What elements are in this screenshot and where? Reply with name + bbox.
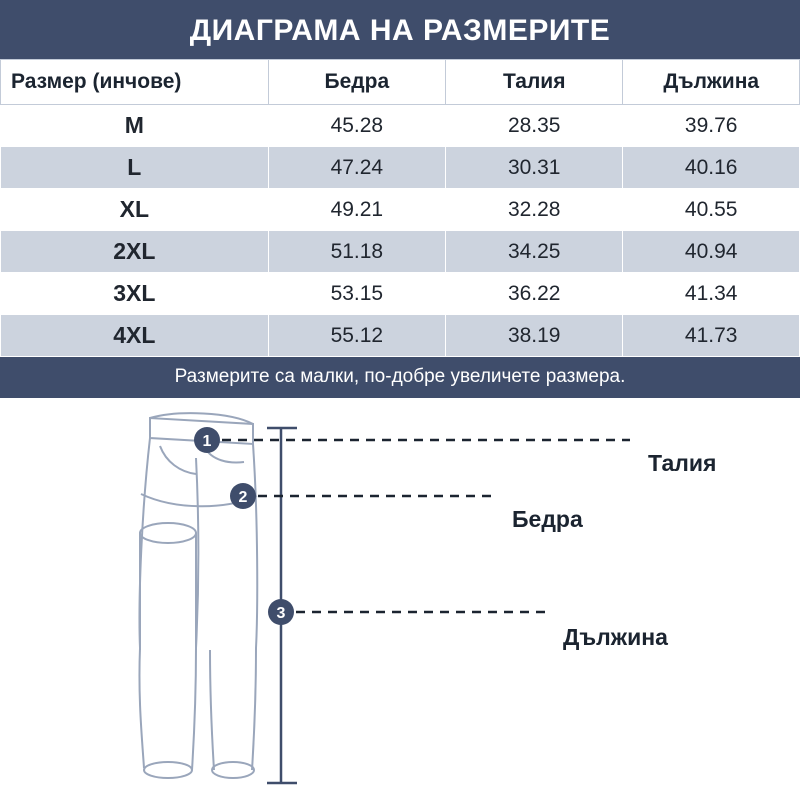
cell-hips: 47.24 bbox=[268, 147, 445, 189]
diagram-label-waist: Талия bbox=[648, 450, 717, 476]
marker-2-label: 2 bbox=[238, 489, 248, 506]
cell-length: 41.34 bbox=[623, 273, 800, 315]
cell-hips: 51.18 bbox=[268, 231, 445, 273]
cell-length: 39.76 bbox=[623, 105, 800, 147]
cell-hips: 49.21 bbox=[268, 189, 445, 231]
cell-waist: 30.31 bbox=[446, 147, 623, 189]
cell-length: 41.73 bbox=[623, 315, 800, 357]
table-row bbox=[1, 147, 800, 189]
cell-hips: 53.15 bbox=[268, 273, 445, 315]
table-row bbox=[1, 273, 800, 315]
cell-waist: 36.22 bbox=[446, 273, 623, 315]
column-header-hips: Бедра bbox=[268, 60, 445, 105]
table-row bbox=[1, 315, 800, 357]
cell-hips: 45.28 bbox=[268, 105, 445, 147]
cell-waist: 38.19 bbox=[446, 315, 623, 357]
table-header-row bbox=[1, 60, 800, 105]
page-title: ДИАГРАМА НА РАЗМЕРИТЕ bbox=[0, 0, 800, 59]
marker-1-label: 1 bbox=[202, 433, 212, 450]
cell-length: 40.94 bbox=[623, 231, 800, 273]
cell-size: M bbox=[1, 105, 269, 147]
diagram-label-length: Дължина bbox=[563, 624, 668, 650]
cell-length: 40.55 bbox=[623, 189, 800, 231]
cell-size: XL bbox=[1, 189, 269, 231]
cell-size: L bbox=[1, 147, 269, 189]
cell-size: 3XL bbox=[1, 273, 269, 315]
sizing-note: Размерите са малки, по-добре увеличете размера. bbox=[0, 357, 800, 398]
column-header-size: Размер (инчове) bbox=[1, 60, 269, 105]
table-row bbox=[1, 105, 800, 147]
cell-size: 4XL bbox=[1, 315, 269, 357]
column-header-waist: Талия bbox=[446, 60, 623, 105]
table-row bbox=[1, 189, 800, 231]
marker-group bbox=[194, 427, 294, 625]
cell-length: 40.16 bbox=[623, 147, 800, 189]
table-body bbox=[1, 105, 800, 357]
marker-3-label: 3 bbox=[276, 605, 286, 622]
cell-waist: 28.35 bbox=[446, 105, 623, 147]
table-header bbox=[1, 60, 800, 105]
diagram-label-hips: Бедра bbox=[512, 506, 583, 532]
cell-hips: 55.12 bbox=[268, 315, 445, 357]
table-row bbox=[1, 231, 800, 273]
cell-waist: 32.28 bbox=[446, 189, 623, 231]
size-table bbox=[0, 59, 800, 357]
cell-size: 2XL bbox=[1, 231, 269, 273]
column-header-length: Дължина bbox=[623, 60, 800, 105]
cell-waist: 34.25 bbox=[446, 231, 623, 273]
